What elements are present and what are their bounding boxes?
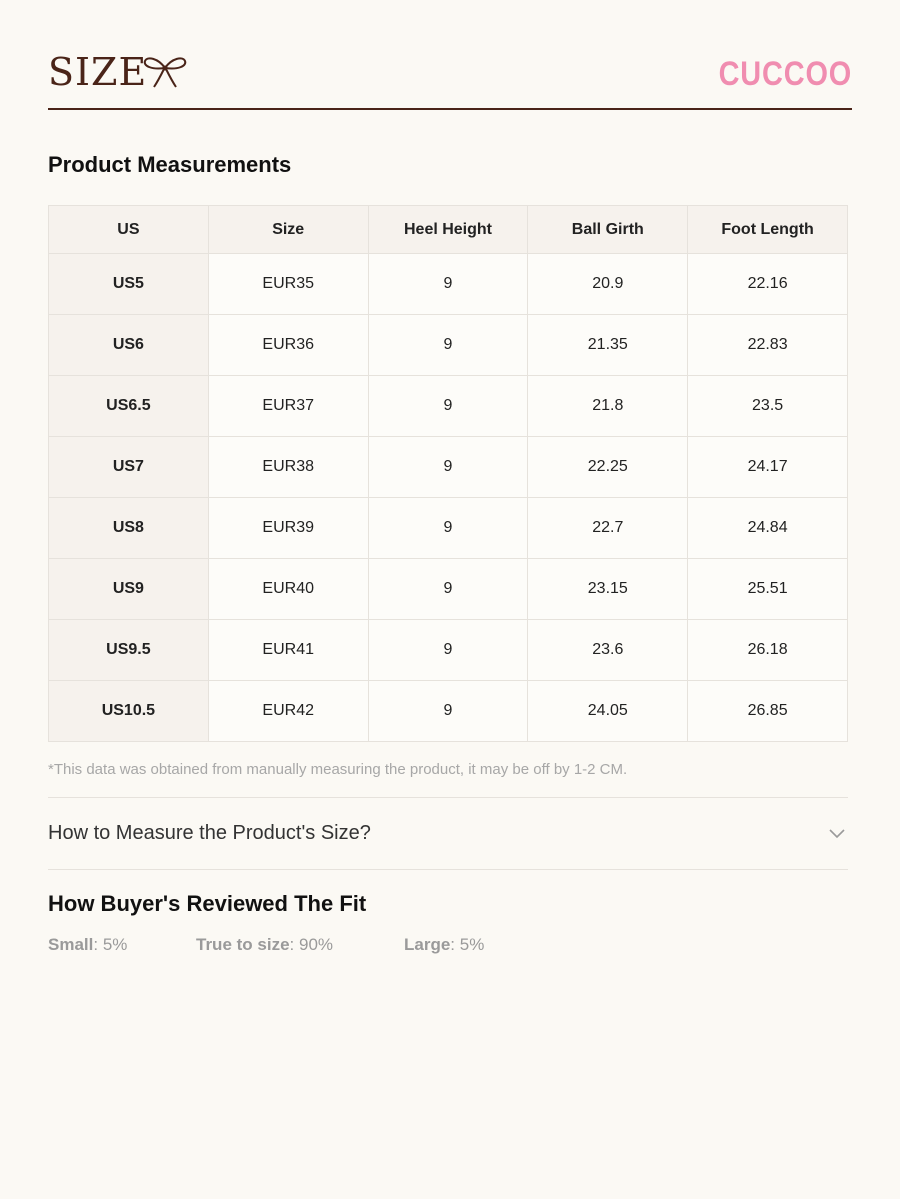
- table-cell: EUR40: [208, 559, 368, 620]
- fit-item-large: Large: 5%: [404, 935, 485, 954]
- section-title-measurements: Product Measurements: [48, 152, 292, 177]
- table-cell: US9.5: [49, 620, 209, 681]
- table-row: [49, 315, 848, 376]
- table-cell: 20.9: [528, 254, 688, 315]
- table-cell: EUR42: [208, 681, 368, 742]
- table-cell: EUR37: [208, 376, 368, 437]
- table-row: [49, 437, 848, 498]
- fit-label: True to size: [196, 935, 290, 954]
- table-cell: 24.05: [528, 681, 688, 742]
- table-row: [49, 620, 848, 681]
- table-cell: 24.17: [688, 437, 848, 498]
- table-row: [49, 498, 848, 559]
- table-cell: 9: [368, 559, 528, 620]
- measurement-note: *This data was obtained from manually measuring the product, it may be off by 1-2 CM.: [48, 761, 628, 778]
- measure-guide-accordion[interactable]: [48, 798, 848, 869]
- table-cell: 26.85: [688, 681, 848, 742]
- fit-label: Small: [48, 935, 94, 954]
- fit-value: 5%: [102, 935, 128, 954]
- section-title-fit: How Buyer's Reviewed The Fit: [48, 891, 367, 916]
- divider: [48, 869, 848, 870]
- table-cell: 22.7: [528, 498, 688, 559]
- table-cell: 23.6: [528, 620, 688, 681]
- chevron-down-icon[interactable]: [828, 824, 846, 842]
- table-cell: 23.15: [528, 559, 688, 620]
- table-cell: 23.5: [688, 376, 848, 437]
- table-cell: 9: [368, 620, 528, 681]
- fit-label: Large: [404, 935, 451, 954]
- size-title: SIZE: [48, 50, 148, 94]
- table-cell: 24.84: [688, 498, 848, 559]
- bow-icon: [142, 54, 188, 90]
- table-cell: 22.25: [528, 437, 688, 498]
- table-cell: US5: [49, 254, 209, 315]
- table-cell: 9: [368, 315, 528, 376]
- column-header: Ball Girth: [528, 206, 688, 254]
- table-cell: 9: [368, 376, 528, 437]
- table-cell: EUR36: [208, 315, 368, 376]
- column-header: Heel Height: [368, 206, 528, 254]
- fit-value: 90%: [298, 935, 334, 954]
- table-cell: 9: [368, 254, 528, 315]
- table-cell: US7: [49, 437, 209, 498]
- table-cell: 22.16: [688, 254, 848, 315]
- table-cell: EUR38: [208, 437, 368, 498]
- table-cell: EUR35: [208, 254, 368, 315]
- table-row: [49, 681, 848, 742]
- page-header: [48, 50, 852, 110]
- table-row: [49, 559, 848, 620]
- table-cell: 21.35: [528, 315, 688, 376]
- fit-item-true-to-size: True to size: 90%: [196, 935, 334, 954]
- table-cell: 9: [368, 498, 528, 559]
- table-cell: 25.51: [688, 559, 848, 620]
- brand-logo: CUCCOO: [718, 55, 852, 93]
- table-cell: 21.8: [528, 376, 688, 437]
- accordion-label: How to Measure the Product's Size?: [48, 822, 371, 844]
- table-cell: US10.5: [49, 681, 209, 742]
- table-cell: US6: [49, 315, 209, 376]
- table-cell: 9: [368, 681, 528, 742]
- table-cell: US9: [49, 559, 209, 620]
- table-row: [49, 376, 848, 437]
- column-header: US: [49, 206, 209, 254]
- fit-value: 5%: [459, 935, 485, 954]
- table-header-row: [49, 206, 848, 254]
- column-header: Foot Length: [688, 206, 848, 254]
- table-row: [49, 254, 848, 315]
- table-cell: US6.5: [49, 376, 209, 437]
- table-cell: 22.83: [688, 315, 848, 376]
- table-cell: US8: [49, 498, 209, 559]
- table-cell: EUR39: [208, 498, 368, 559]
- table-cell: EUR41: [208, 620, 368, 681]
- fit-item-small: Small: 5%: [48, 935, 128, 954]
- table-cell: 9: [368, 437, 528, 498]
- table-cell: 26.18: [688, 620, 848, 681]
- column-header: Size: [208, 206, 368, 254]
- size-table: [48, 205, 848, 742]
